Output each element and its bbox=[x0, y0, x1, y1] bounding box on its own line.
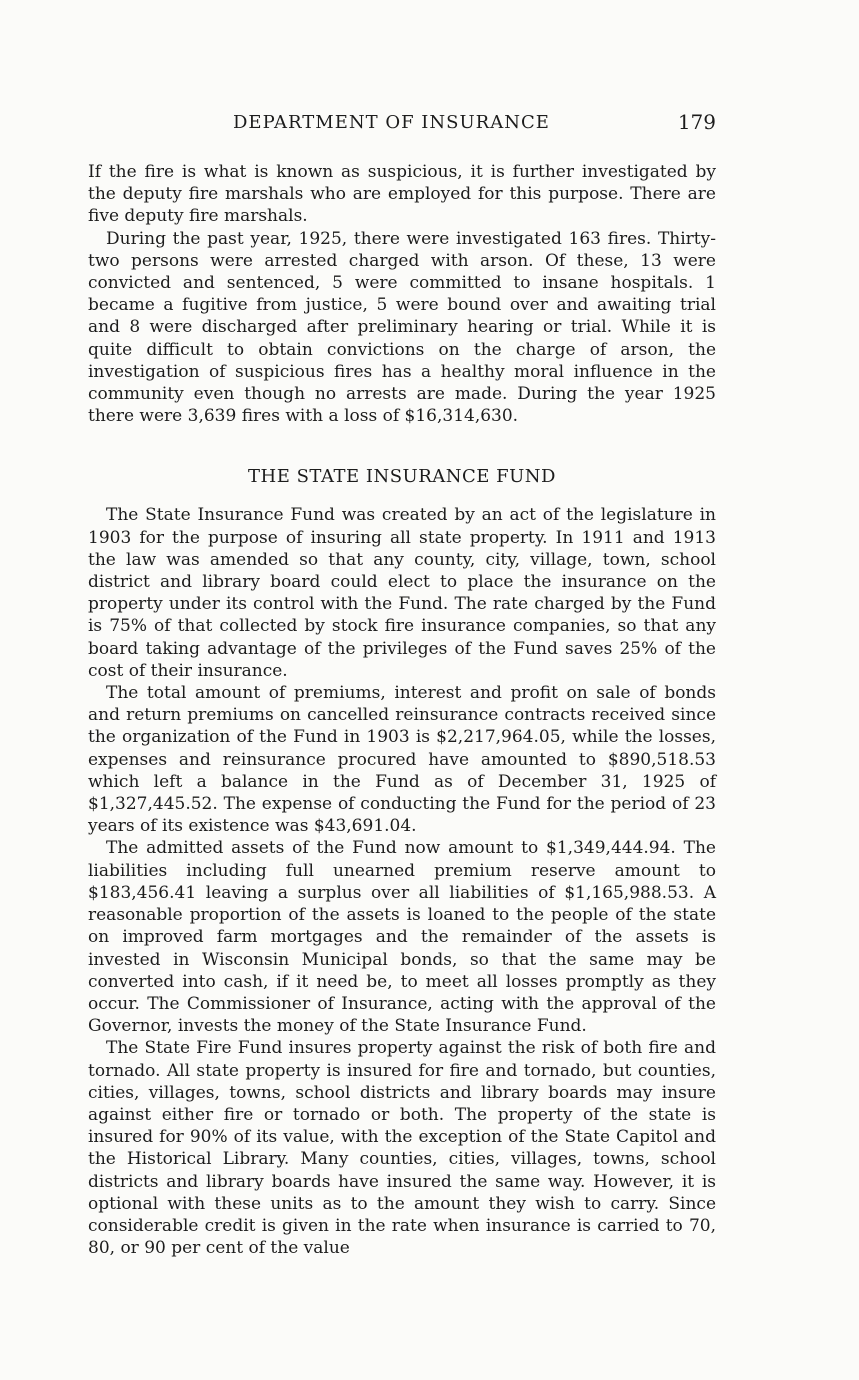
paragraph-fund-finances: The total amount of premiums, interest and profit on sale of bonds and return premiums on cancelled reinsurance contracts received since the organization of the Fund in 1903 is $2,217,964.05, while the losses, expenses and reinsurance procured have amounted to $890,518.53 which left a balance in the Fund as of December 31, 1925 of $1,327,445.52. The expense of conducting the Fund for the period of 23 years of its existence was $43,691.04. bbox=[88, 683, 716, 837]
section-heading: THE STATE INSURANCE FUND bbox=[248, 466, 556, 488]
paragraph-fund-coverage: The State Fire Fund insures property against the risk of both fire and tornado. All state property is insured for fire and tornado, but counties, cities, villages, towns, school districts and library boards may insure against either fire or tornado or both. The property of the state is insured for 90% of its value, with the exception of the State Capitol and the Historical Library. Many counties, cities, villages, towns, school districts and library boards have insured the same way. However, it is optional with these units as to the amount they wish to carry. Since considerable credit is given in the rate when insurance is carried to 70, 80, or 90 per cent of the value bbox=[88, 1038, 716, 1259]
running-head-title: DEPARTMENT OF INSURANCE bbox=[233, 112, 550, 133]
page-body bbox=[88, 161, 716, 1259]
page-number: 179 bbox=[677, 110, 716, 134]
paragraph-arson-statistics: During the past year, 1925, there were investigated 163 fires. Thirty-two persons were arrested charged with arson. Of these, 13 were convicted and sentenced, 5 were committed to insane hospitals. 1 became a fugitive from justice, 5 were bound over and awaiting trial and 8 were discharged after preliminary hearing or trial. While it is quite difficult to obtain convictions on the charge of arson, the investigation of suspicious fires has a healthy moral influence in the community even though no arrests are made. During the year 1925 there were 3,639 fires with a loss of $16,314,630. bbox=[88, 228, 716, 427]
running-head bbox=[88, 110, 716, 138]
paragraph-fund-creation: The State Insurance Fund was created by an act of the legislature in 1903 for the purpose of insuring all state property. In 1911 and 1913 the law was amended so that any county, city, village, town, school district and library board could elect to place the insurance on the property under its control with the Fund. The rate charged by the Fund is 75% of that collected by stock fire insurance companies, so that any board taking advantage of the privileges of the Fund saves 25% of the cost of their insurance. bbox=[88, 505, 716, 681]
paragraph-suspicious-fires: If the fire is what is known as suspicious, it is further investigated by the deputy fire marshals who are employed for this purpose. There are five deputy fire marshals. bbox=[88, 162, 716, 227]
paragraph-fund-assets: The admitted assets of the Fund now amount to $1,349,444.94. The liabilities including full unearned premium reserve amount to $183,456.41 leaving a surplus over all liabilities of $1,165,988.53. A reasonable proportion of the assets is loaned to the people of the state on improved farm mortgages and the remainder of the assets is invested in Wisconsin Municipal bonds, so that the same may be converted into cash, if it need be, to meet all losses promptly as they occur. The Commissioner of Insurance, acting with the approval of the Governor, invests the money of the State Insurance Fund. bbox=[88, 838, 716, 1037]
